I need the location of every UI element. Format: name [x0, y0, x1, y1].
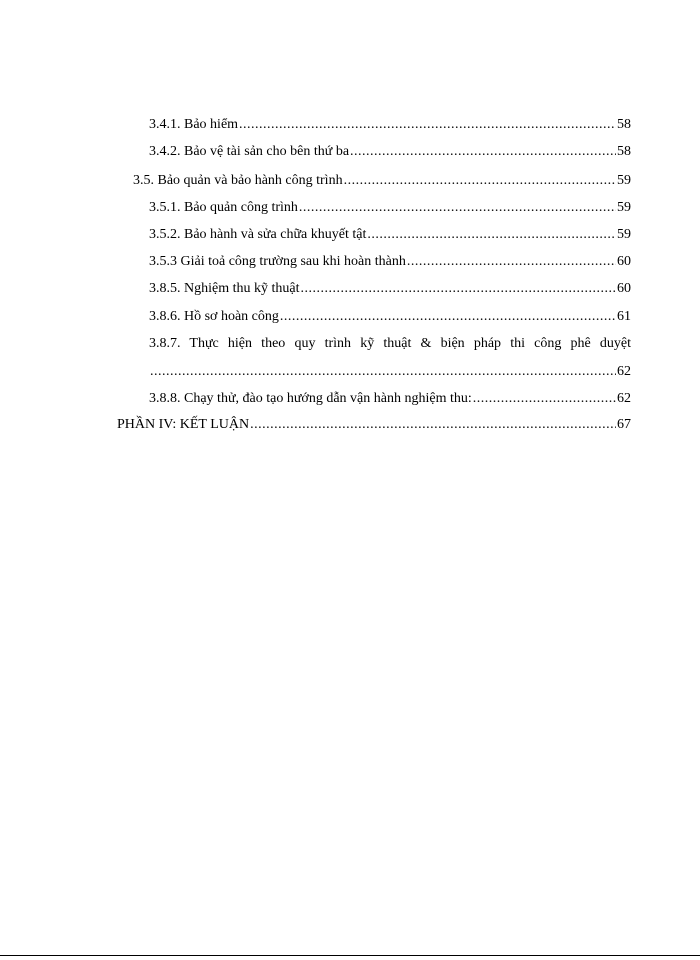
toc-entry-page: 62 [617, 364, 631, 379]
toc-entry-label: 3.8.6. Hồ sơ hoàn công [149, 309, 279, 324]
toc-entry-3-5-2[interactable] [149, 226, 631, 244]
toc-leader-dots [280, 308, 616, 326]
toc-entry-page: 59 [617, 227, 631, 242]
toc-leader-dots [350, 143, 616, 161]
toc-entry-page: 62 [617, 391, 631, 406]
toc-leader-dots [301, 280, 617, 298]
toc-leader-dots [344, 172, 616, 190]
toc-entry-page: 59 [617, 200, 631, 215]
toc-leader-dots [150, 363, 616, 381]
toc-entry-page: 61 [617, 309, 631, 324]
toc-leader-dots [299, 199, 616, 217]
toc-entry-3-8-5[interactable] [149, 280, 631, 298]
toc-entry-label: 3.8.5. Nghiệm thu kỹ thuật [149, 281, 300, 296]
toc-entry-label: 3.5. Bảo quản và bảo hành công trình [133, 173, 343, 188]
toc-entry-label: 3.5.1. Bảo quản công trình [149, 200, 298, 215]
toc-entry-3-8-6[interactable] [149, 308, 631, 326]
toc-entry-page: 60 [617, 254, 631, 269]
toc-leader-dots [250, 416, 616, 434]
toc-entry-3-4-1[interactable] [149, 116, 631, 134]
toc-entry-3-8-8[interactable] [149, 390, 631, 408]
toc-entry-page: 60 [617, 281, 631, 296]
toc-leader-dots [473, 390, 616, 408]
toc-entry-label: 3.8.8. Chạy thử, đào tạo hướng dẫn vận hành nghiệm thu: [149, 391, 472, 406]
toc-entry-phan-iv[interactable] [117, 416, 631, 434]
page-bottom-rule [0, 955, 700, 956]
toc-entry-3-4-2[interactable] [149, 143, 631, 161]
toc-entry-label: 3.5.2. Bảo hành và sửa chữa khuyết tật [149, 227, 367, 242]
toc-entry-3-8-7-label[interactable]: 3.8.7. Thực hiện theo quy trình kỹ thuật & biện pháp thi công phê duyệt [149, 336, 631, 351]
toc-entry-page: 67 [617, 417, 631, 432]
toc-entry-3-5[interactable] [133, 172, 631, 190]
toc-entry-label: 3.5.3 Giải toả công trường sau khi hoàn thành [149, 254, 406, 269]
toc-entry-label: 3.4.1. Bảo hiểm [149, 117, 239, 132]
toc-entry-3-8-7[interactable] [149, 363, 631, 381]
toc-entry-label: PHẦN IV: KẾT LUẬN [117, 417, 250, 432]
toc-entry-3-5-1[interactable] [149, 199, 631, 217]
toc-leader-dots [407, 253, 616, 271]
toc-entry-3-5-3[interactable] [149, 253, 631, 271]
toc-entry-page: 59 [617, 173, 631, 188]
toc-leader-dots [239, 116, 616, 134]
toc-leader-dots [367, 226, 616, 244]
toc-entry-page: 58 [617, 117, 631, 132]
toc-entry-page: 58 [617, 144, 631, 159]
toc-entry-label: 3.4.2. Bảo vệ tài sản cho bên thứ ba [149, 144, 350, 159]
